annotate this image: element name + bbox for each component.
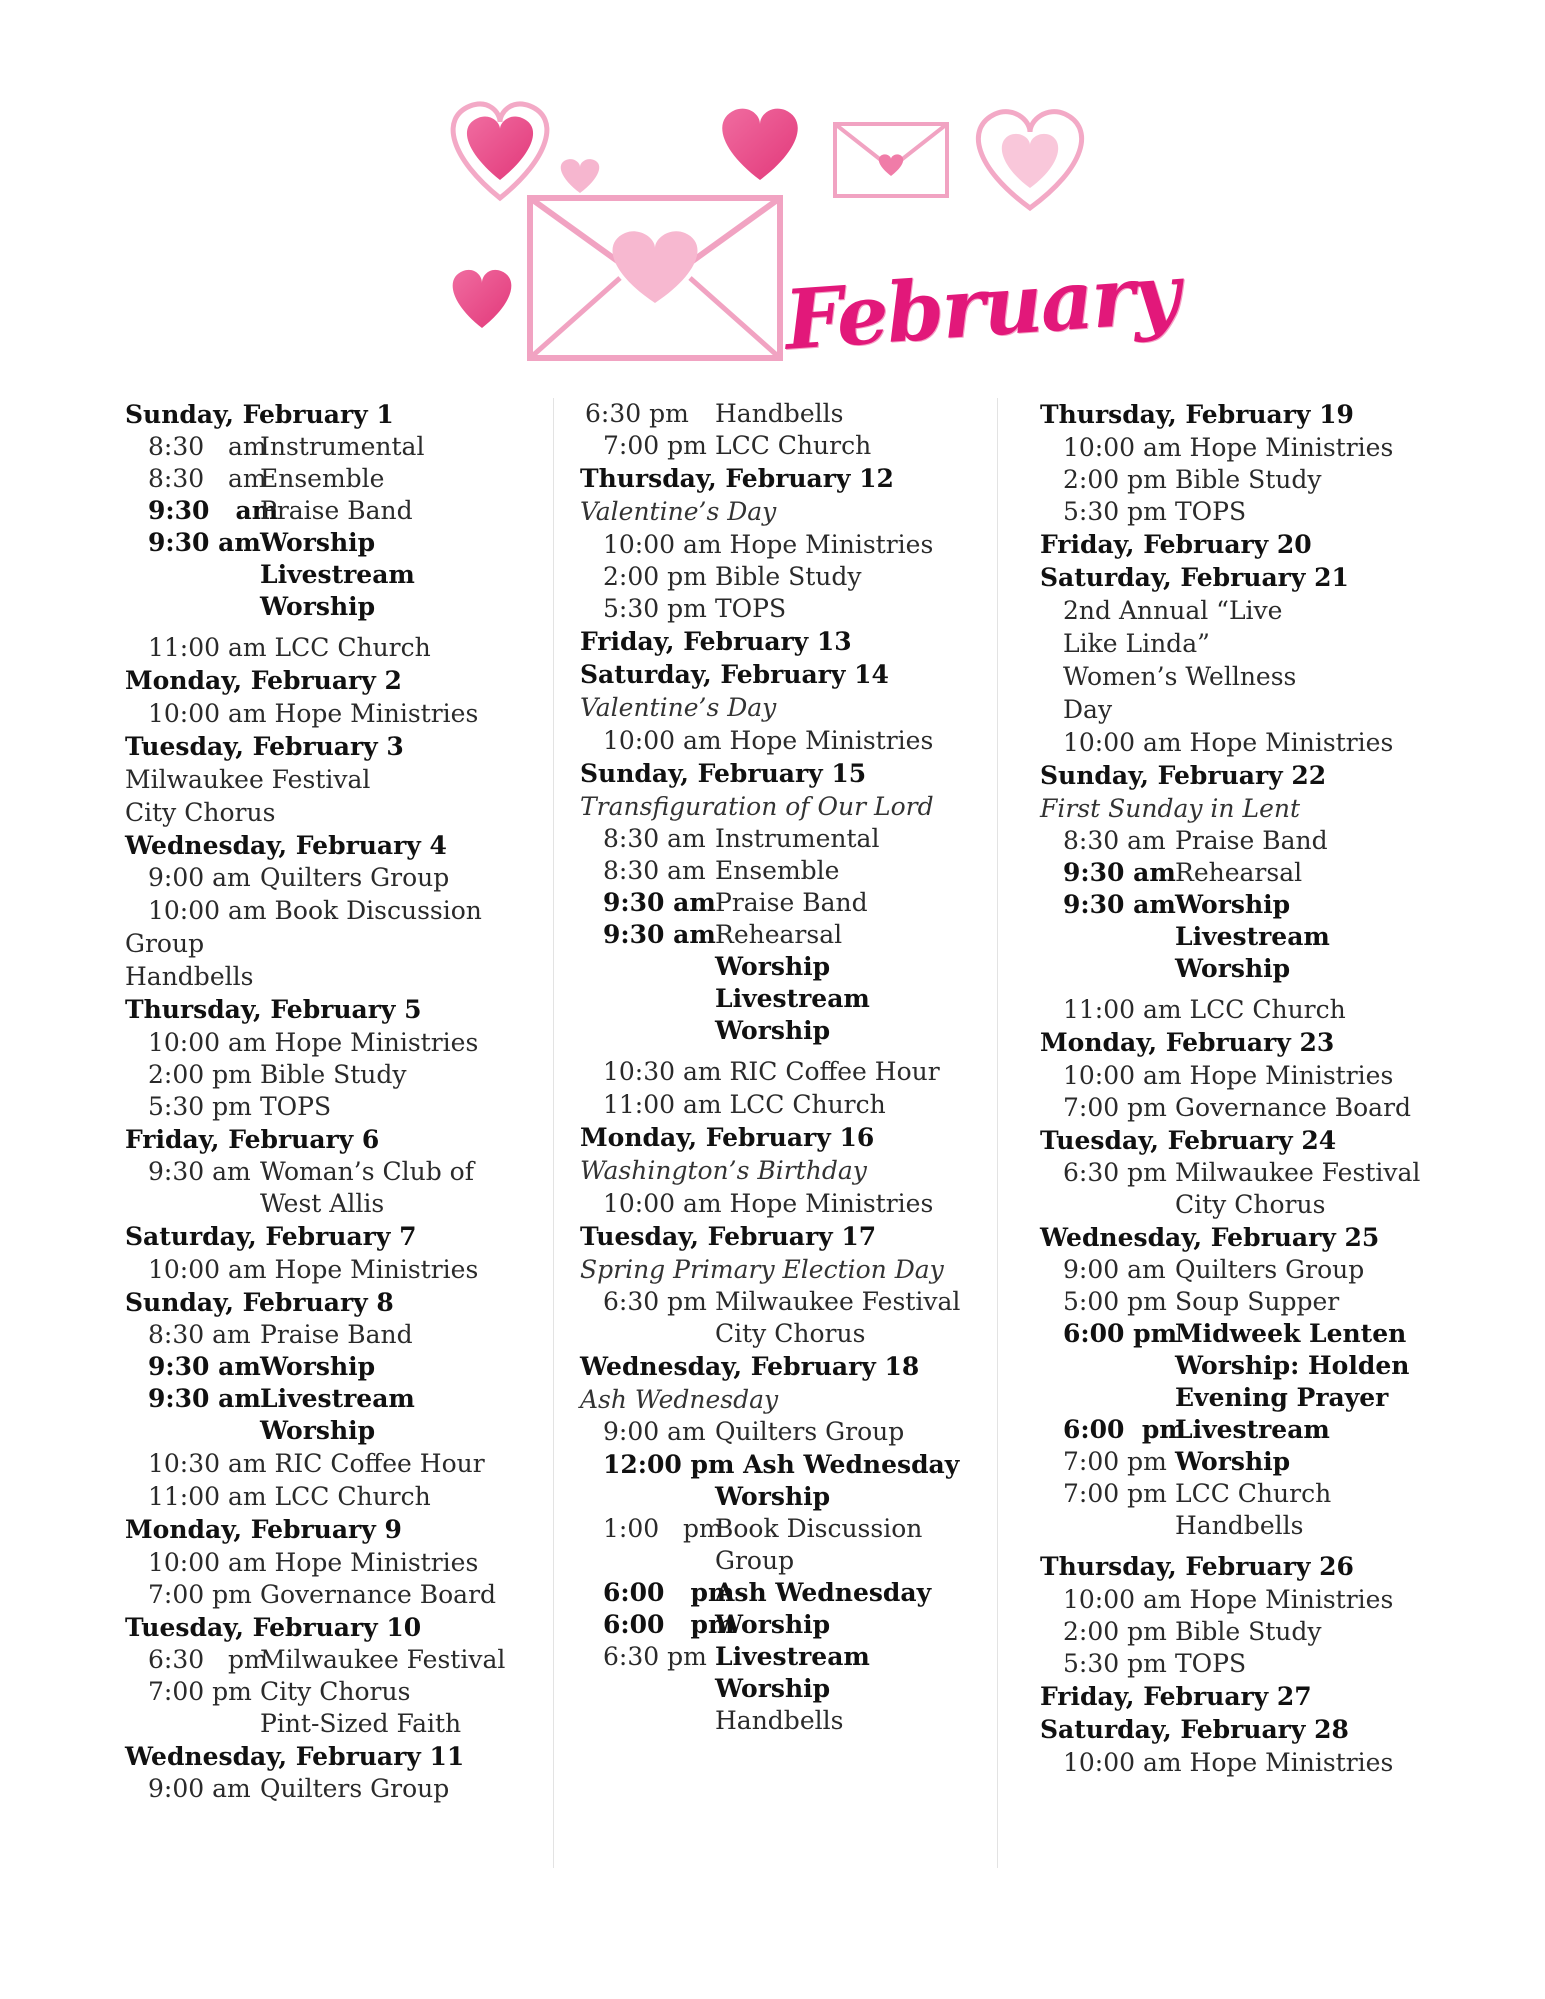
- event-name: Worship: [715, 1610, 831, 1639]
- day-block: [1040, 398, 1440, 528]
- event-name: Woman’s Club of: [260, 1157, 474, 1186]
- event-time: 2:00 pm: [603, 562, 707, 591]
- event-name: Governance Board: [260, 1580, 497, 1609]
- event-row: [1040, 1318, 1440, 1350]
- day-title: Saturday, February 21: [1040, 563, 1349, 592]
- event-time: 7:00 pm: [1063, 1093, 1167, 1122]
- event-row: [580, 1416, 990, 1448]
- event-time: 5:30 pm: [603, 594, 707, 623]
- column-divider: [997, 398, 998, 1868]
- event-name: Livestream: [260, 560, 415, 589]
- event-row: [580, 1481, 990, 1513]
- event-name: TOPS: [1175, 1649, 1247, 1678]
- event-time: 2:00 pm: [1063, 465, 1167, 494]
- event-row: [125, 463, 545, 495]
- day-title: Thursday, February 26: [1040, 1552, 1354, 1581]
- event-row: [1040, 464, 1440, 496]
- event-time: 9:30 am: [1063, 890, 1176, 919]
- holiday-note: Ash Wednesday: [580, 1385, 779, 1414]
- day-block: [125, 1513, 545, 1611]
- event-row: [1040, 825, 1440, 857]
- day-title: Tuesday, February 10: [125, 1613, 422, 1642]
- event-row: [580, 887, 990, 919]
- event-row: 11:00 am LCC Church: [148, 1482, 431, 1511]
- event-time: 5:30 pm: [1063, 1649, 1167, 1678]
- event-row: 11:00 am LCC Church: [148, 633, 431, 662]
- event-name: Milwaukee Festival: [1175, 1158, 1421, 1187]
- day-block: [125, 1220, 545, 1286]
- event-name: Pint-Sized Faith: [260, 1709, 462, 1738]
- page-title: February: [781, 245, 1182, 369]
- day-title: Thursday, February 5: [125, 995, 422, 1024]
- event-row: [580, 823, 990, 855]
- event-name: City Chorus: [260, 1677, 411, 1706]
- event-name: Evening Prayer: [1175, 1383, 1389, 1412]
- event-time: 7:00 pm: [603, 431, 707, 460]
- event-name: Praise Band: [260, 1320, 413, 1349]
- event-time: 9:00 am: [603, 1417, 706, 1446]
- holiday-note: Transfiguration of Our Lord: [580, 792, 934, 821]
- day-title: Wednesday, February 18: [580, 1352, 920, 1381]
- event-name: LCC Church: [715, 431, 872, 460]
- event-row: [125, 591, 545, 623]
- event-name: Livestream: [260, 1384, 415, 1413]
- day-title: Thursday, February 19: [1040, 400, 1354, 429]
- event-time: 9:30 am: [148, 1157, 251, 1186]
- day-title: Friday, February 27: [1040, 1682, 1312, 1711]
- event-row: 10:00 am Book Discussion: [148, 896, 482, 925]
- event-time: 6:00 pm: [1063, 1415, 1186, 1444]
- day-block: [580, 658, 990, 757]
- event-name: Rehearsal: [1175, 858, 1303, 887]
- event-name: Livestream: [715, 1642, 870, 1671]
- event-time: 8:30 am: [603, 856, 706, 885]
- day-block: [1040, 1713, 1440, 1779]
- event-name: Worship: [715, 1016, 831, 1045]
- day-block: [125, 730, 545, 829]
- day-title: Friday, February 20: [1040, 530, 1312, 559]
- event-row: [1040, 496, 1440, 528]
- event-row: [580, 1318, 990, 1350]
- event-row: [125, 1415, 545, 1447]
- event-time: 9:00 am: [148, 863, 251, 892]
- event-name: Praise Band: [715, 888, 868, 917]
- event-time: 6:00 pm: [1063, 1319, 1178, 1348]
- event-row: [580, 1673, 990, 1705]
- event-name: Worship: [715, 952, 831, 981]
- event-row: Day: [1063, 695, 1113, 724]
- event-row: City Chorus: [125, 798, 276, 827]
- event-name: Livestream: [1175, 922, 1330, 951]
- event-row: [1040, 1414, 1440, 1446]
- day-block: [125, 398, 545, 664]
- day-title: Sunday, February 15: [580, 759, 867, 788]
- day-block: [1040, 1124, 1440, 1221]
- event-row: [1040, 1350, 1440, 1382]
- event-time: 6:00 pm: [603, 1578, 735, 1607]
- event-row: [125, 1708, 545, 1740]
- event-row: [125, 1676, 545, 1708]
- event-time: 5:00 pm: [1063, 1287, 1167, 1316]
- event-row: 12:00 pm Ash Wednesday: [603, 1450, 960, 1479]
- event-name: Worship: [715, 1674, 831, 1703]
- event-time: 2:00 pm: [1063, 1617, 1167, 1646]
- event-name: Instrumental: [715, 824, 880, 853]
- small-envelope-icon: [835, 124, 947, 196]
- event-name: Rehearsal: [715, 920, 843, 949]
- day-block: [580, 462, 990, 625]
- small-heart-icon: [561, 159, 600, 193]
- day-block: [125, 1740, 545, 1805]
- event-time: 9:30 am: [603, 888, 716, 917]
- day-title: Thursday, February 12: [580, 464, 894, 493]
- event-time: 6:00 pm: [603, 1610, 735, 1639]
- event-name: Bible Study: [715, 562, 862, 591]
- event-name: Worship: [1175, 954, 1291, 983]
- event-row: 10:00 am Hope Ministries: [603, 530, 934, 559]
- event-row: [1040, 857, 1440, 889]
- event-time: 9:30 am: [148, 1352, 261, 1381]
- event-row: 10:00 am Hope Ministries: [1063, 1585, 1394, 1614]
- event-name: West Allis: [260, 1189, 385, 1218]
- day-block: [125, 664, 545, 730]
- event-row: [125, 862, 545, 894]
- event-row: [580, 1705, 990, 1737]
- event-row: [1040, 1510, 1440, 1542]
- day-title: Sunday, February 1: [125, 400, 394, 429]
- day-title: Tuesday, February 3: [125, 732, 404, 761]
- event-time: 8:30 am: [148, 464, 267, 493]
- event-name: Soup Supper: [1175, 1287, 1340, 1316]
- event-row: [580, 919, 990, 951]
- day-title: Friday, February 13: [580, 627, 852, 656]
- event-name: Midweek Lenten: [1175, 1319, 1407, 1348]
- event-row: [125, 559, 545, 591]
- event-row: [580, 430, 990, 462]
- event-row: [125, 495, 545, 527]
- event-row: 10:00 am Hope Ministries: [1063, 728, 1394, 757]
- holiday-note: Valentine’s Day: [580, 693, 777, 722]
- event-row: [580, 593, 990, 625]
- event-name: TOPS: [260, 1092, 332, 1121]
- event-name: Worship: Holden: [1175, 1351, 1410, 1380]
- event-name: Book Discussion: [715, 1514, 923, 1543]
- event-time: 9:30 am: [603, 920, 716, 949]
- event-row: [125, 1156, 545, 1188]
- event-row: [580, 561, 990, 593]
- event-row: [580, 951, 990, 983]
- event-name: Group: [715, 1546, 795, 1575]
- day-title: Wednesday, February 25: [1040, 1223, 1380, 1252]
- event-row: [125, 1351, 545, 1383]
- event-row: [1040, 953, 1440, 985]
- event-name: Bible Study: [260, 1060, 407, 1089]
- day-title: Saturday, February 7: [125, 1222, 417, 1251]
- day-block: [1040, 1221, 1440, 1550]
- heart-icon: [1002, 134, 1058, 188]
- day-title: Tuesday, February 17: [580, 1222, 877, 1251]
- event-row: [1040, 1382, 1440, 1414]
- day-title: Monday, February 16: [580, 1123, 875, 1152]
- event-row: 11:00 am LCC Church: [603, 1090, 886, 1119]
- event-row: [1040, 1254, 1440, 1286]
- event-name: Handbells: [715, 1706, 844, 1735]
- event-row: [580, 1513, 990, 1545]
- day-block: [1040, 1680, 1440, 1713]
- event-name: Quilters Group: [260, 1774, 450, 1803]
- event-row: [1040, 1478, 1440, 1510]
- event-row: [1040, 1092, 1440, 1124]
- day-block: [1040, 561, 1440, 759]
- event-row: [125, 1188, 545, 1220]
- day-block: [125, 1286, 545, 1513]
- day-title: Sunday, February 8: [125, 1288, 394, 1317]
- event-row: 10:00 am Hope Ministries: [1063, 1061, 1394, 1090]
- event-row: 10:00 am Hope Ministries: [148, 1028, 479, 1057]
- event-name: LCC Church: [1175, 1479, 1332, 1508]
- event-time: 7:00 pm: [148, 1677, 252, 1706]
- holiday-note: Valentine’s Day: [580, 497, 777, 526]
- event-row: Handbells: [125, 962, 254, 991]
- event-name: Bible Study: [1175, 1617, 1322, 1646]
- event-name: Praise Band: [1175, 826, 1328, 855]
- day-title: Friday, February 6: [125, 1125, 380, 1154]
- event-row: 10:00 am Hope Ministries: [148, 1255, 479, 1284]
- event-time: 9:30 am: [1063, 858, 1176, 887]
- event-row: [125, 1383, 545, 1415]
- event-time: 7:00 pm: [1063, 1479, 1167, 1508]
- event-time: 8:30 am: [148, 1320, 251, 1349]
- event-row: [1040, 921, 1440, 953]
- event-time: 5:30 pm: [1063, 497, 1167, 526]
- event-name: Ensemble: [715, 856, 840, 885]
- event-time: 9:00 am: [148, 1774, 251, 1803]
- event-row: [580, 983, 990, 1015]
- holiday-note: First Sunday in Lent: [1040, 794, 1301, 823]
- event-row: 10:30 am RIC Coffee Hour: [603, 1057, 940, 1086]
- day-block: [580, 757, 990, 1121]
- event-time: 9:30 am: [148, 528, 261, 557]
- event-name: Ensemble: [260, 464, 385, 493]
- event-time: 6:30 pm: [148, 1645, 268, 1674]
- holiday-note: Washington’s Birthday: [580, 1156, 867, 1185]
- event-name: Handbells: [1175, 1511, 1304, 1540]
- event-row: [125, 1644, 545, 1676]
- event-row: [580, 1577, 990, 1609]
- event-time: 9:30 am: [148, 496, 279, 525]
- day-block: [125, 1123, 545, 1220]
- event-time: 9:30 am: [148, 1384, 261, 1413]
- day-block: [1040, 1550, 1440, 1680]
- event-name: Instrumental: [260, 432, 425, 461]
- event-row: 2nd Annual “Live: [1063, 596, 1283, 625]
- day-title: Sunday, February 22: [1040, 761, 1327, 790]
- day-block: [580, 1121, 990, 1220]
- event-name: Worship: [1175, 890, 1291, 919]
- event-name: Worship: [715, 1482, 831, 1511]
- day-block: [580, 625, 990, 658]
- day-title: Monday, February 9: [125, 1515, 402, 1544]
- event-row: 11:00 am LCC Church: [1063, 995, 1346, 1024]
- event-name: Handbells: [715, 399, 844, 428]
- event-time: 8:30 am: [1063, 826, 1166, 855]
- heart-icon: [467, 117, 533, 180]
- event-name: TOPS: [1175, 497, 1247, 526]
- event-time: 9:00 am: [1063, 1255, 1166, 1284]
- event-name: Worship: [260, 592, 376, 621]
- calendar-column-2: [580, 398, 990, 1737]
- column-divider: [553, 398, 554, 1868]
- envelope-icon: [530, 198, 780, 358]
- day-title: Wednesday, February 4: [125, 831, 447, 860]
- event-name: City Chorus: [715, 1319, 866, 1348]
- event-time: 6:30 pm: [1063, 1158, 1167, 1187]
- event-row: [1040, 1157, 1440, 1189]
- holiday-note: Spring Primary Election Day: [580, 1255, 944, 1284]
- event-name: Quilters Group: [260, 863, 450, 892]
- event-row: [125, 1579, 545, 1611]
- day-block: [125, 1611, 545, 1740]
- event-row: 10:00 am Hope Ministries: [1063, 433, 1394, 462]
- event-time: 6:30 pm: [603, 1287, 707, 1316]
- event-name: Quilters Group: [1175, 1255, 1365, 1284]
- event-row: [1040, 1616, 1440, 1648]
- event-name: Quilters Group: [715, 1417, 905, 1446]
- event-name: Worship: [260, 528, 376, 557]
- event-row: 10:30 am RIC Coffee Hour: [148, 1449, 485, 1478]
- day-title: Saturday, February 28: [1040, 1715, 1349, 1744]
- event-row: 10:00 am Hope Ministries: [1063, 1748, 1394, 1777]
- day-title: Monday, February 2: [125, 666, 402, 695]
- event-time: 8:30 am: [603, 824, 706, 853]
- day-title: Monday, February 23: [1040, 1028, 1335, 1057]
- event-row: Women’s Wellness: [1063, 662, 1297, 691]
- event-row: 10:00 am Hope Ministries: [603, 726, 934, 755]
- event-time: 7:00 pm: [148, 1580, 252, 1609]
- day-block: [125, 993, 545, 1123]
- event-row: [125, 1091, 545, 1123]
- event-row: [125, 431, 545, 463]
- event-row: [1040, 1189, 1440, 1221]
- day-block: [580, 1220, 990, 1350]
- event-row: [580, 1015, 990, 1047]
- calendar-column-1: [125, 398, 545, 1805]
- event-row: [580, 1545, 990, 1577]
- event-row: [580, 1641, 990, 1673]
- event-row: [580, 1609, 990, 1641]
- event-name: Worship: [260, 1416, 376, 1445]
- event-name: Milwaukee Festival: [715, 1287, 961, 1316]
- event-name: Worship: [260, 1352, 376, 1381]
- event-row: [580, 855, 990, 887]
- event-name: Praise Band: [260, 496, 413, 525]
- event-row: [125, 1319, 545, 1351]
- event-row: Group: [125, 929, 205, 958]
- event-row: Like Linda”: [1063, 629, 1210, 658]
- event-time: 2:00 pm: [148, 1060, 252, 1089]
- heart-icon: [722, 109, 797, 180]
- event-row: 10:00 am Hope Ministries: [148, 1548, 479, 1577]
- event-time: 6:30 pm: [603, 1642, 707, 1671]
- event-time: 8:30 am: [148, 432, 267, 461]
- event-row: [580, 398, 990, 430]
- day-block: [580, 1350, 990, 1737]
- event-name: Milwaukee Festival: [260, 1645, 506, 1674]
- event-name: Ash Wednesday: [715, 1578, 932, 1607]
- day-block: [125, 829, 545, 993]
- event-name: Livestream: [715, 984, 870, 1013]
- event-row: [1040, 889, 1440, 921]
- event-name: TOPS: [715, 594, 787, 623]
- event-time: 7:00 pm: [1063, 1447, 1167, 1476]
- heart-icon: [453, 270, 512, 328]
- event-row: [125, 1773, 545, 1805]
- event-row: [1040, 1648, 1440, 1680]
- event-row: [1040, 1446, 1440, 1478]
- day-title: Tuesday, February 24: [1040, 1126, 1337, 1155]
- event-time: 1:00 pm: [603, 1514, 723, 1543]
- event-name: Livestream: [1175, 1415, 1330, 1444]
- event-row: [125, 527, 545, 559]
- day-block: [1040, 759, 1440, 1026]
- event-row: Milwaukee Festival: [125, 765, 371, 794]
- event-name: City Chorus: [1175, 1190, 1326, 1219]
- event-row: 10:00 am Hope Ministries: [603, 1189, 934, 1218]
- event-time: 6:30 pm: [585, 399, 689, 428]
- event-row: [1040, 1286, 1440, 1318]
- event-row: 10:00 am Hope Ministries: [148, 699, 479, 728]
- event-name: Governance Board: [1175, 1093, 1412, 1122]
- event-time: 5:30 pm: [148, 1092, 252, 1121]
- calendar-column-3: [1040, 398, 1440, 1779]
- day-block: [1040, 1026, 1440, 1124]
- event-row: [580, 1286, 990, 1318]
- event-name: Worship: [1175, 1447, 1291, 1476]
- event-row: [125, 1059, 545, 1091]
- day-title: Wednesday, February 11: [125, 1742, 465, 1771]
- event-name: Bible Study: [1175, 465, 1322, 494]
- header-artwork: [430, 88, 1182, 369]
- day-block: [1040, 528, 1440, 561]
- day-title: Saturday, February 14: [580, 660, 889, 689]
